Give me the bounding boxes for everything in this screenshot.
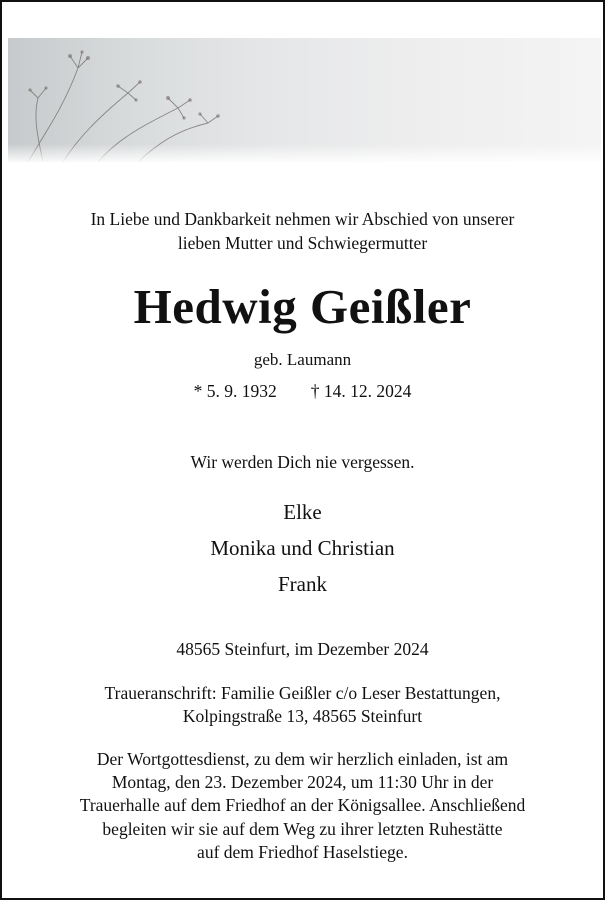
service-line: begleiten wir sie auf dem Weg zu ihrer letzten Ruhestätte <box>102 818 503 839</box>
address-line-2: Kolpingstraße 13, 48565 Steinfurt <box>182 706 423 726</box>
mourner-name: Frank <box>278 572 327 596</box>
service-information <box>2 748 603 864</box>
death-date: † 14. 12. 2024 <box>310 381 412 401</box>
service-line: Trauerhalle auf dem Friedhof an der Königsallee. Anschließend <box>79 795 526 816</box>
service-line: Montag, den 23. Dezember 2024, um 11:30 Uhr in der <box>111 772 494 793</box>
address-line-1: Traueranschrift: Familie Geißler c/o Leser Bestattungen, <box>104 683 501 703</box>
header-photo-dried-flowers <box>8 38 601 162</box>
maiden-name: geb. Laumann <box>253 350 352 369</box>
place-and-date: 48565 Steinfurt, im Dezember 2024 <box>176 639 429 659</box>
intro-line-1: In Liebe und Dankbarkeit nehmen wir Abschied von unserer <box>90 209 515 229</box>
intro-text <box>2 207 603 255</box>
intro-line-2: lieben Mutter und Schwiegermutter <box>177 233 428 253</box>
memorial-quote: Wir werden Dich nie vergessen. <box>190 452 415 472</box>
mourners-list <box>2 494 603 602</box>
life-dates <box>2 380 603 402</box>
service-line: Der Wortgottesdienst, zu dem wir herzlich einladen, ist am <box>96 749 509 769</box>
banner-fade <box>8 144 601 162</box>
mourning-address <box>2 682 603 728</box>
service-line: auf dem Friedhof Haselstiege. <box>197 841 408 862</box>
birth-date: * 5. 9. 1932 <box>193 381 277 401</box>
mourner-name: Monika und Christian <box>210 536 395 560</box>
mourner-name: Elke <box>283 500 322 524</box>
deceased-name: Hedwig Geißler <box>133 279 472 334</box>
